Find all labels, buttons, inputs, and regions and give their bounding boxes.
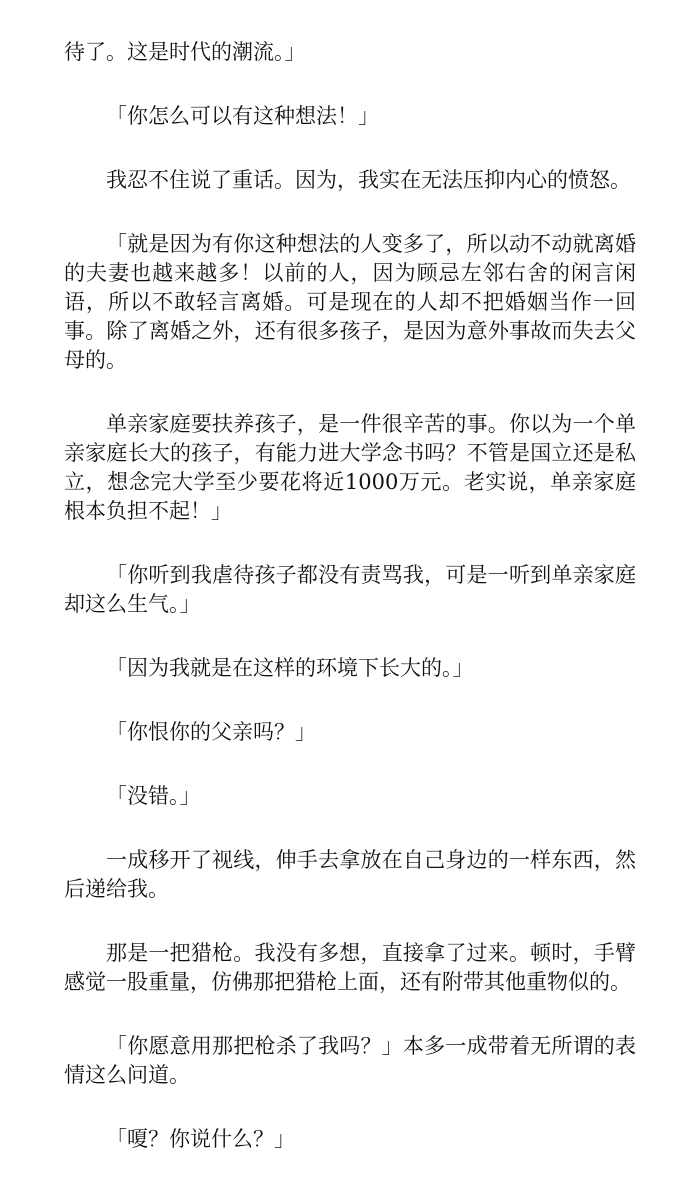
paragraph-dialogue: 「没错。」 — [106, 784, 201, 808]
paragraph-dialogue: 「嗄？你说什么？」 — [106, 1127, 295, 1151]
paragraph-continuation: 待了。这是时代的潮流。」 — [64, 40, 306, 64]
paragraph-dialogue-continued: 单亲家庭要扶养孩子，是一件很辛苦的事。你以为一个单亲家庭长大的孩子，有能力进大学念书吗？不管是国立还是私立，想念完大学至少要花将近1000万元。老实说，单亲家庭根本负担不起！」 — [64, 412, 636, 523]
paragraph-dialogue: 「就是因为有你这种想法的人变多了，所以动不动就离婚的夫妻也越来越多！以前的人，因为顾忌左邻右舍的闲言闲语，所以不敢轻言离婚。可是现在的人却不把婚姻当作一回事。除了离婚之外，还有很多孩子，是因为意外事故而失去父母的。 — [64, 232, 636, 372]
paragraph-dialogue: 「你怎么可以有这种想法！」 — [106, 104, 379, 128]
paragraph-narration: 一成移开了视线，伸手去拿放在自己身边的一样东西，然后递给我。 — [64, 848, 636, 901]
paragraph-dialogue: 「你听到我虐待孩子都没有责骂我，可是一听到单亲家庭却这么生气。」 — [64, 563, 636, 616]
paragraph-narration: 我忍不住说了重话。因为，我实在无法压抑内心的愤怒。 — [106, 168, 631, 192]
paragraph-narration: 那是一把猎枪。我没有多想，直接拿了过来。顿时，手臂感觉一股重量，仿佛那把猎枪上面，还有附带其他重物似的。 — [64, 941, 636, 994]
paragraph-dialogue: 「因为我就是在这样的环境下长大的。」 — [106, 656, 474, 680]
book-page — [64, 38, 636, 1189]
paragraph-dialogue: 「你恨你的父亲吗？」 — [106, 720, 316, 744]
paragraph-dialogue: 「你愿意用那把枪杀了我吗？」本多一成带着无所谓的表情这么问道。 — [64, 1034, 636, 1087]
